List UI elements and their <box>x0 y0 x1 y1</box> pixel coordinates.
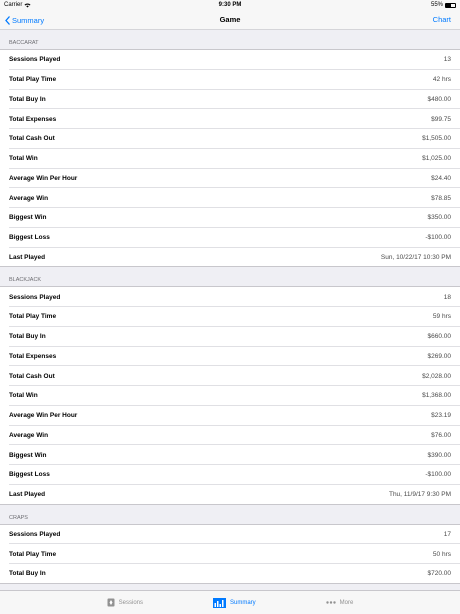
more-dots-icon <box>326 601 336 604</box>
table-row <box>0 525 460 545</box>
row-label: Total Buy In <box>9 95 46 103</box>
table-row <box>0 465 460 485</box>
battery-indicator <box>431 0 456 10</box>
summary-chart-icon <box>213 598 226 608</box>
row-label: Sessions Played <box>9 530 61 538</box>
carrier-label: Carrier <box>4 2 23 8</box>
row-value: -$100.00 <box>425 471 451 479</box>
row-label: Total Expenses <box>9 115 57 123</box>
table-row <box>0 149 460 169</box>
tab-more[interactable] <box>326 600 354 606</box>
row-label: Total Play Time <box>9 550 57 558</box>
row-value: $23.19 <box>431 412 451 420</box>
row-value: Thu, 11/9/17 9:30 PM <box>388 491 451 499</box>
table-row <box>0 564 460 584</box>
chart-button[interactable]: Chart <box>432 15 451 24</box>
battery-percent: 55% <box>430 2 443 8</box>
table-row <box>0 445 460 465</box>
row-value: -$100.00 <box>425 234 451 242</box>
row-value: 17 <box>443 530 451 538</box>
row-value: $99.75 <box>431 115 451 123</box>
table-row <box>0 327 460 347</box>
page-title: Game <box>219 15 241 24</box>
row-value: 13 <box>443 56 451 64</box>
row-label: Total Buy In <box>9 333 46 341</box>
row-value: 18 <box>443 293 451 301</box>
row-value: $660.00 <box>427 333 451 341</box>
row-value: $24.40 <box>431 174 451 182</box>
table-row <box>0 406 460 426</box>
stats-table[interactable] <box>0 30 460 590</box>
tab-summary-label: Summary <box>230 599 256 606</box>
row-label: Average Win <box>9 194 49 202</box>
row-label: Last Played <box>9 491 46 499</box>
row-label: Average Win Per Hour <box>9 412 78 420</box>
row-value: Sun, 10/22/17 10:30 PM <box>380 253 451 261</box>
table-row <box>0 248 460 268</box>
sessions-icon <box>107 598 115 607</box>
row-label: Sessions Played <box>9 293 61 301</box>
table-row <box>0 90 460 110</box>
row-label: Total Cash Out <box>9 135 55 143</box>
table-row <box>0 228 460 248</box>
row-label: Biggest Loss <box>9 234 50 242</box>
table-row <box>0 109 460 129</box>
section-header: BACCARAT <box>0 30 460 50</box>
row-value: $1,368.00 <box>422 392 451 400</box>
status-time: 9:30 PM <box>218 2 242 8</box>
tab-sessions-label: Sessions <box>118 599 143 606</box>
section-header: CRAPS <box>0 505 460 525</box>
row-label: Total Win <box>9 155 38 163</box>
table-row <box>0 129 460 149</box>
row-value: $78.85 <box>431 194 451 202</box>
tab-bar <box>0 590 460 614</box>
table-row <box>0 208 460 228</box>
table-row <box>0 485 460 505</box>
row-label: Last Played <box>9 253 46 261</box>
row-value: $1,505.00 <box>422 135 451 143</box>
row-value: 50 hrs <box>432 550 451 558</box>
table-row <box>0 426 460 446</box>
row-label: Average Win <box>9 431 49 439</box>
row-value: $2,028.00 <box>422 372 451 380</box>
table-row <box>0 169 460 189</box>
row-label: Total Play Time <box>9 76 57 84</box>
table-row <box>0 347 460 367</box>
row-label: Total Expenses <box>9 352 57 360</box>
row-value: $480.00 <box>427 95 451 103</box>
row-value: $76.00 <box>431 431 451 439</box>
row-label: Total Play Time <box>9 313 57 321</box>
table-row <box>0 70 460 90</box>
tab-more-label: More <box>339 599 354 606</box>
tab-summary[interactable] <box>213 598 256 608</box>
row-value: $350.00 <box>427 214 451 222</box>
status-bar <box>0 0 460 10</box>
table-row <box>0 307 460 327</box>
table-row <box>0 366 460 386</box>
table-row <box>0 287 460 307</box>
table-row <box>0 544 460 564</box>
row-label: Total Cash Out <box>9 372 55 380</box>
tab-sessions[interactable] <box>107 598 143 607</box>
row-label: Biggest Loss <box>9 471 50 479</box>
row-label: Average Win Per Hour <box>9 174 78 182</box>
table-row <box>0 188 460 208</box>
navigation-bar <box>0 10 460 30</box>
row-label: Total Win <box>9 392 38 400</box>
row-value: $720.00 <box>427 570 451 578</box>
row-value: 59 hrs <box>432 313 451 321</box>
section-header: BLACKJACK <box>0 267 460 287</box>
row-value: $390.00 <box>427 451 451 459</box>
row-label: Total Buy In <box>9 570 46 578</box>
table-row <box>0 386 460 406</box>
back-label: Summary <box>12 15 45 25</box>
battery-icon <box>445 3 456 8</box>
row-value: $269.00 <box>427 352 451 360</box>
row-label: Sessions Played <box>9 56 61 64</box>
row-label: Biggest Win <box>9 214 47 222</box>
row-label: Biggest Win <box>9 451 47 459</box>
row-value: $1,025.00 <box>422 155 451 163</box>
row-value: 42 hrs <box>432 76 451 84</box>
table-row <box>0 50 460 70</box>
